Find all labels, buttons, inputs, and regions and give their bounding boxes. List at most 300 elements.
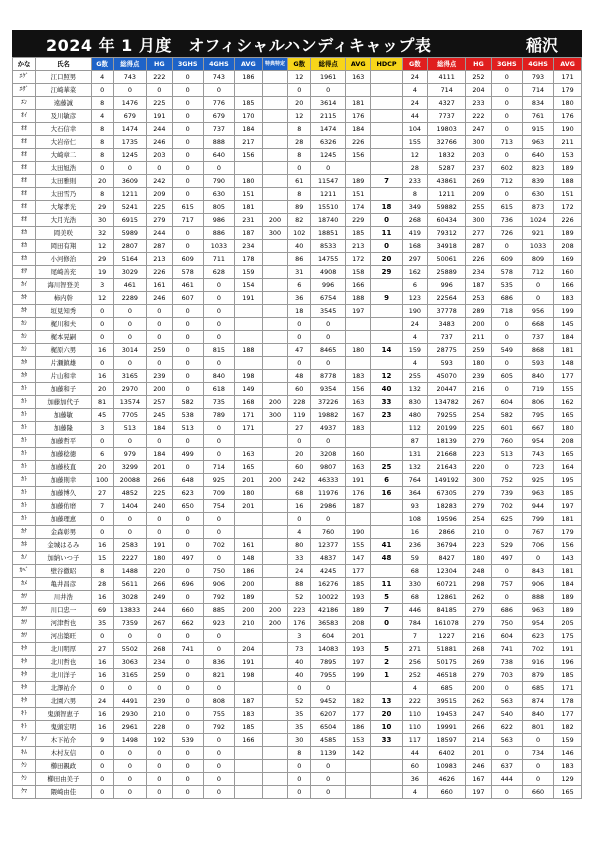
cell-avg-hdcp: 213 <box>346 240 371 253</box>
cell-3ghs-month: 717 <box>172 214 203 227</box>
cell-avg-year: 185 <box>554 487 582 500</box>
cell-3ghs-month: 0 <box>172 773 203 786</box>
cell-special <box>262 669 287 682</box>
cell-avg-year: 180 <box>554 97 582 110</box>
cell-games-year: 44 <box>402 110 427 123</box>
cell-name: 小河修治 <box>36 253 92 266</box>
cell-total-year: 51881 <box>428 643 466 656</box>
cell-kana: ｶﾒ <box>13 578 36 591</box>
table-row <box>13 435 582 448</box>
cell-hg-year: 222 <box>466 110 491 123</box>
cell-games-hdcp: 228 <box>288 396 311 409</box>
cell-games-month: 0 <box>91 630 113 643</box>
cell-total-year: 22564 <box>428 292 466 305</box>
cell-avg-month: 187 <box>235 695 263 708</box>
cell-4ghs-month: 888 <box>203 136 234 149</box>
cell-games-year: 4 <box>402 331 427 344</box>
cell-name: 櫛田親政 <box>36 760 92 773</box>
cell-3ghs-year: 513 <box>491 448 522 461</box>
cell-games-year: 132 <box>402 461 427 474</box>
cell-total-hdcp: 19882 <box>311 409 346 422</box>
cell-games-hdcp: 35 <box>288 721 311 734</box>
cell-games-hdcp: 8 <box>288 123 311 136</box>
cell-games-hdcp: 0 <box>288 84 311 97</box>
cell-special <box>262 695 287 708</box>
cell-avg-month: 181 <box>235 201 263 214</box>
cell-3ghs-month: 0 <box>172 162 203 175</box>
cell-hg-month: 234 <box>147 656 172 669</box>
cell-hg-month: 0 <box>147 318 172 331</box>
cell-games-month: 27 <box>91 643 113 656</box>
cell-games-year: 784 <box>402 617 427 630</box>
cell-games-year: 252 <box>402 669 427 682</box>
cell-hg-year: 214 <box>466 734 491 747</box>
table-row <box>13 734 582 747</box>
cell-hg-month: 239 <box>147 695 172 708</box>
cell-name: 加藤博久 <box>36 487 92 500</box>
cell-hdcp: 25 <box>371 461 402 474</box>
cell-avg-year: 165 <box>554 409 582 422</box>
cell-games-month: 8 <box>91 97 113 110</box>
cell-games-month: 16 <box>91 708 113 721</box>
cell-3ghs-year: 540 <box>491 708 522 721</box>
cell-hg-year: 223 <box>466 448 491 461</box>
cell-avg-month: 168 <box>235 396 263 409</box>
cell-total-month: 979 <box>113 448 147 461</box>
cell-total-hdcp: 8465 <box>311 344 346 357</box>
cell-games-month: 32 <box>91 227 113 240</box>
table-row <box>13 305 582 318</box>
table-row <box>13 461 582 474</box>
cell-kana: ｷﾀ <box>13 695 36 708</box>
table-row <box>13 500 582 513</box>
cell-kana: ｷﾉ <box>13 734 36 747</box>
cell-total-year: 12861 <box>428 591 466 604</box>
cell-games-month: 16 <box>91 656 113 669</box>
cell-3ghs-year: 726 <box>491 227 522 240</box>
cell-total-hdcp: 0 <box>311 84 346 97</box>
cell-games-month: 19 <box>91 266 113 279</box>
cell-hdcp <box>371 422 402 435</box>
cell-4ghs-month: 0 <box>203 162 234 175</box>
cell-avg-month: 204 <box>235 643 263 656</box>
cell-hg-year: 248 <box>466 565 491 578</box>
cell-hg-year: 200 <box>466 318 491 331</box>
cell-avg-month: 151 <box>235 188 263 201</box>
cell-name: 加藤和子 <box>36 383 92 396</box>
cell-hg-year: 246 <box>466 760 491 773</box>
cell-total-year: 19596 <box>428 513 466 526</box>
cell-avg-hdcp: 193 <box>346 591 371 604</box>
cell-3ghs-year: 741 <box>491 643 522 656</box>
cell-special <box>262 136 287 149</box>
cell-hdcp <box>371 149 402 162</box>
cell-games-year: 93 <box>402 500 427 513</box>
cell-avg-month: 201 <box>235 500 263 513</box>
cell-total-year: 60434 <box>428 214 466 227</box>
cell-avg-year: 151 <box>554 188 582 201</box>
cell-4ghs-month: 630 <box>203 188 234 201</box>
cell-games-hdcp: 4 <box>288 526 311 539</box>
cell-avg-month: 154 <box>235 279 263 292</box>
cell-kana: ｶﾍﾞ <box>13 565 36 578</box>
cell-4ghs-month: 0 <box>203 773 234 786</box>
cell-total-year: 34918 <box>428 240 466 253</box>
cell-total-hdcp: 11547 <box>311 175 346 188</box>
cell-kana: ｵｵ <box>13 162 36 175</box>
cell-special <box>262 708 287 721</box>
cell-hg-year: 223 <box>466 539 491 552</box>
cell-name: 加藤隆 <box>36 422 92 435</box>
cell-total-month: 2289 <box>113 292 147 305</box>
cell-3ghs-month: 0 <box>172 682 203 695</box>
cell-special: 200 <box>262 474 287 487</box>
cell-hdcp <box>371 435 402 448</box>
cell-hg-month: 246 <box>147 136 172 149</box>
cell-total-hdcp: 3614 <box>311 97 346 110</box>
cell-avg-hdcp: 174 <box>346 201 371 214</box>
cell-special <box>262 292 287 305</box>
cell-total-year: 20447 <box>428 383 466 396</box>
cell-4ghs-year: 737 <box>522 331 553 344</box>
cell-hg-year: 262 <box>466 591 491 604</box>
cell-special <box>262 448 287 461</box>
cell-3ghs-month: 461 <box>172 279 203 292</box>
cell-3ghs-year: 604 <box>491 396 522 409</box>
cell-avg-hdcp: 163 <box>346 396 371 409</box>
cell-kana: ｴｻﾞ <box>13 84 36 97</box>
cell-special <box>262 643 287 656</box>
col-hg-year: HG <box>466 58 491 71</box>
cell-total-month: 2583 <box>113 539 147 552</box>
cell-3ghs-year: 760 <box>491 435 522 448</box>
cell-4ghs-year: 1033 <box>522 240 553 253</box>
cell-avg-year: 171 <box>554 71 582 84</box>
cell-total-hdcp: 6504 <box>311 721 346 734</box>
cell-avg-year: 189 <box>554 227 582 240</box>
cell-total-hdcp: 8778 <box>311 370 346 383</box>
cell-avg-year: 184 <box>554 331 582 344</box>
cell-total-year: 737 <box>428 331 466 344</box>
cell-total-hdcp: 1961 <box>311 71 346 84</box>
cell-hdcp: 7 <box>371 604 402 617</box>
cell-avg-hdcp: 184 <box>346 123 371 136</box>
col-hdcp: HDCP <box>371 58 402 71</box>
cell-games-year: 268 <box>402 214 427 227</box>
cell-hg-month: 0 <box>147 682 172 695</box>
cell-games-hdcp: 60 <box>288 461 311 474</box>
cell-hg-year: 254 <box>466 513 491 526</box>
cell-games-hdcp: 0 <box>288 760 311 773</box>
cell-avg-hdcp: 229 <box>346 214 371 227</box>
table-row <box>13 656 582 669</box>
cell-total-hdcp: 37226 <box>311 396 346 409</box>
cell-4ghs-year: 954 <box>522 435 553 448</box>
cell-avg-hdcp: 181 <box>346 97 371 110</box>
cell-total-month: 20088 <box>113 474 147 487</box>
cell-total-hdcp: 9452 <box>311 695 346 708</box>
cell-name: 大岩帝仁 <box>36 136 92 149</box>
cell-avg-year: 169 <box>554 253 582 266</box>
cell-hg-month: 0 <box>147 162 172 175</box>
cell-avg-month: 166 <box>235 734 263 747</box>
cell-3ghs-month: 696 <box>172 578 203 591</box>
cell-kana: ｸｼ <box>13 760 36 773</box>
cell-avg-year: 182 <box>554 721 582 734</box>
cell-hg-month: 210 <box>147 708 172 721</box>
cell-games-year: 155 <box>402 136 427 149</box>
page-title: 2024 年 1 月度 オフィシャルハンディキャップ表 <box>46 36 432 55</box>
cell-total-year: 37778 <box>428 305 466 318</box>
cell-games-month: 0 <box>91 331 113 344</box>
cell-hg-year: 210 <box>466 526 491 539</box>
cell-total-year: 149192 <box>428 474 466 487</box>
cell-kana: ｶﾀ <box>13 370 36 383</box>
cell-3ghs-month: 499 <box>172 448 203 461</box>
cell-hg-month: 244 <box>147 123 172 136</box>
cell-games-month: 4 <box>91 110 113 123</box>
cell-kana: ｷﾀ <box>13 643 36 656</box>
cell-name: 加藤枝直 <box>36 461 92 474</box>
cell-total-year: 685 <box>428 682 466 695</box>
cell-name: 北川洋子 <box>36 669 92 682</box>
cell-3ghs-month: 0 <box>172 227 203 240</box>
cell-hdcp <box>371 84 402 97</box>
cell-kana: ｶﾄ <box>13 448 36 461</box>
cell-avg-hdcp: 208 <box>346 617 371 630</box>
cell-3ghs-month: 0 <box>172 175 203 188</box>
cell-hg-month: 209 <box>147 188 172 201</box>
cell-avg-year: 178 <box>554 695 582 708</box>
cell-4ghs-year: 873 <box>522 201 553 214</box>
col-hg-month: HG <box>147 58 172 71</box>
cell-total-hdcp: 1245 <box>311 149 346 162</box>
cell-games-month: 12 <box>91 292 113 305</box>
cell-4ghs-month: 0 <box>203 422 234 435</box>
cell-avg-month <box>235 513 263 526</box>
cell-3ghs-month: 0 <box>172 669 203 682</box>
cell-total-year: 18139 <box>428 435 466 448</box>
cell-total-month: 0 <box>113 84 147 97</box>
cell-total-year: 7737 <box>428 110 466 123</box>
cell-games-hdcp: 40 <box>288 669 311 682</box>
cell-3ghs-year: 752 <box>491 474 522 487</box>
cell-games-hdcp: 0 <box>288 773 311 786</box>
cell-avg-month: 165 <box>235 461 263 474</box>
cell-games-hdcp: 223 <box>288 604 311 617</box>
cell-kana: ｶｲ <box>13 279 36 292</box>
cell-hdcp: 0 <box>371 617 402 630</box>
cell-hdcp <box>371 123 402 136</box>
cell-hg-year: 209 <box>466 188 491 201</box>
cell-kana: ｶﾉ <box>13 552 36 565</box>
cell-hg-month: 0 <box>147 305 172 318</box>
table-row <box>13 370 582 383</box>
cell-total-month: 0 <box>113 357 147 370</box>
cell-name: 及川敏彦 <box>36 110 92 123</box>
cell-kana: ｶﾄ <box>13 396 36 409</box>
cell-total-month: 3028 <box>113 591 147 604</box>
cell-hdcp: 5 <box>371 591 402 604</box>
cell-name: 北川哲也 <box>36 656 92 669</box>
cell-avg-hdcp: 166 <box>346 279 371 292</box>
cell-total-year: 3483 <box>428 318 466 331</box>
cell-total-year: 134782 <box>428 396 466 409</box>
cell-total-year: 6402 <box>428 747 466 760</box>
cell-hg-month: 220 <box>147 565 172 578</box>
cell-avg-month: 200 <box>235 578 263 591</box>
cell-total-year: 79312 <box>428 227 466 240</box>
cell-4ghs-month: 789 <box>203 409 234 422</box>
cell-total-month: 3165 <box>113 669 147 682</box>
cell-games-month: 35 <box>91 617 113 630</box>
title-bar <box>12 30 582 57</box>
cell-name: 北川明厚 <box>36 643 92 656</box>
cell-4ghs-year: 916 <box>522 656 553 669</box>
cell-total-month: 2807 <box>113 240 147 253</box>
cell-3ghs-year: 0 <box>491 149 522 162</box>
cell-hg-year: 269 <box>466 656 491 669</box>
cell-kana: ｶﾄ <box>13 461 36 474</box>
cell-total-month: 4491 <box>113 695 147 708</box>
cell-hg-month: 245 <box>147 409 172 422</box>
table-row <box>13 227 582 240</box>
cell-avg-hdcp: 201 <box>346 630 371 643</box>
cell-avg-year: 189 <box>554 591 582 604</box>
cell-hdcp <box>371 97 402 110</box>
cell-games-year: 4 <box>402 682 427 695</box>
cell-games-hdcp: 31 <box>288 266 311 279</box>
cell-total-hdcp: 14083 <box>311 643 346 656</box>
cell-games-year: 7 <box>402 630 427 643</box>
cell-3ghs-year: 615 <box>491 201 522 214</box>
cell-4ghs-month: 0 <box>203 682 234 695</box>
cell-avg-hdcp <box>346 513 371 526</box>
cell-hdcp <box>371 760 402 773</box>
cell-kana: ｷﾄ <box>13 708 36 721</box>
cell-hdcp <box>371 786 402 799</box>
cell-kana: ｴﾝ <box>13 97 36 110</box>
cell-hg-year: 233 <box>466 97 491 110</box>
cell-avg-month: 188 <box>235 344 263 357</box>
cell-kana: ｵｵ <box>13 188 36 201</box>
cell-name: 北澤祐介 <box>36 682 92 695</box>
table-row <box>13 162 582 175</box>
cell-total-year: 12304 <box>428 565 466 578</box>
cell-3ghs-month: 0 <box>172 591 203 604</box>
cell-avg-year: 211 <box>554 136 582 149</box>
cell-name: 垣見知秀 <box>36 305 92 318</box>
cell-special <box>262 422 287 435</box>
cell-games-year: 168 <box>402 240 427 253</box>
cell-3ghs-year: 0 <box>491 786 522 799</box>
cell-special <box>262 435 287 448</box>
cell-hdcp: 41 <box>371 539 402 552</box>
cell-hg-month: 242 <box>147 175 172 188</box>
cell-hg-month: 192 <box>147 734 172 747</box>
cell-avg-hdcp: 189 <box>346 175 371 188</box>
cell-4ghs-year: 0 <box>522 552 553 565</box>
cell-total-hdcp: 0 <box>311 682 346 695</box>
cell-games-hdcp: 119 <box>288 409 311 422</box>
cell-hdcp: 9 <box>371 292 402 305</box>
cell-special <box>262 552 287 565</box>
cell-name: 太田雪乃 <box>36 188 92 201</box>
col-total-year: 総得点 <box>428 58 466 71</box>
cell-avg-year: 180 <box>554 422 582 435</box>
cell-3ghs-month: 0 <box>172 565 203 578</box>
cell-avg-month <box>235 630 263 643</box>
table-row <box>13 201 582 214</box>
cell-4ghs-month: 0 <box>203 513 234 526</box>
cell-games-year: 6 <box>402 279 427 292</box>
cell-hdcp <box>371 448 402 461</box>
cell-hdcp: 20 <box>371 708 402 721</box>
cell-name: 柿内幹 <box>36 292 92 305</box>
cell-hdcp: 33 <box>371 734 402 747</box>
cell-avg-year: 176 <box>554 110 582 123</box>
cell-total-month: 0 <box>113 760 147 773</box>
cell-games-month: 15 <box>91 552 113 565</box>
cell-total-hdcp: 15510 <box>311 201 346 214</box>
cell-avg-month <box>235 773 263 786</box>
cell-total-hdcp: 10022 <box>311 591 346 604</box>
cell-games-month: 0 <box>91 786 113 799</box>
cell-games-hdcp: 80 <box>288 539 311 552</box>
cell-kana: ｵｵ <box>13 214 36 227</box>
cell-hg-year: 180 <box>466 357 491 370</box>
cell-avg-year: 189 <box>554 604 582 617</box>
cell-total-year: 161078 <box>428 617 466 630</box>
handicap-table <box>12 57 582 799</box>
cell-total-month: 3609 <box>113 175 147 188</box>
table-row <box>13 669 582 682</box>
table-row <box>13 71 582 84</box>
cell-total-hdcp: 0 <box>311 786 346 799</box>
table-row <box>13 175 582 188</box>
cell-hg-month: 244 <box>147 227 172 240</box>
cell-total-month: 2227 <box>113 552 147 565</box>
cell-total-hdcp: 46333 <box>311 474 346 487</box>
table-row <box>13 617 582 630</box>
cell-games-year: 4 <box>402 357 427 370</box>
cell-3ghs-month: 582 <box>172 396 203 409</box>
cell-games-year: 110 <box>402 721 427 734</box>
cell-avg-month: 183 <box>235 708 263 721</box>
cell-games-year: 190 <box>402 305 427 318</box>
table-row <box>13 188 582 201</box>
cell-name: 梶原六男 <box>36 344 92 357</box>
cell-hg-year: 204 <box>466 84 491 97</box>
cell-hg-year: 279 <box>466 500 491 513</box>
cell-avg-hdcp <box>346 331 371 344</box>
cell-4ghs-year: 874 <box>522 695 553 708</box>
table-row <box>13 695 582 708</box>
cell-hdcp: 23 <box>371 409 402 422</box>
cell-4ghs-month: 836 <box>203 656 234 669</box>
cell-special <box>262 97 287 110</box>
cell-special <box>262 773 287 786</box>
cell-hg-month: 259 <box>147 344 172 357</box>
cell-special <box>262 721 287 734</box>
cell-3ghs-month: 650 <box>172 500 203 513</box>
cell-name: 河出築旺 <box>36 630 92 643</box>
cell-3ghs-month: 0 <box>172 435 203 448</box>
cell-4ghs-month: 821 <box>203 669 234 682</box>
cell-total-month: 0 <box>113 773 147 786</box>
cell-hg-month: 225 <box>147 97 172 110</box>
cell-3ghs-month: 0 <box>172 240 203 253</box>
